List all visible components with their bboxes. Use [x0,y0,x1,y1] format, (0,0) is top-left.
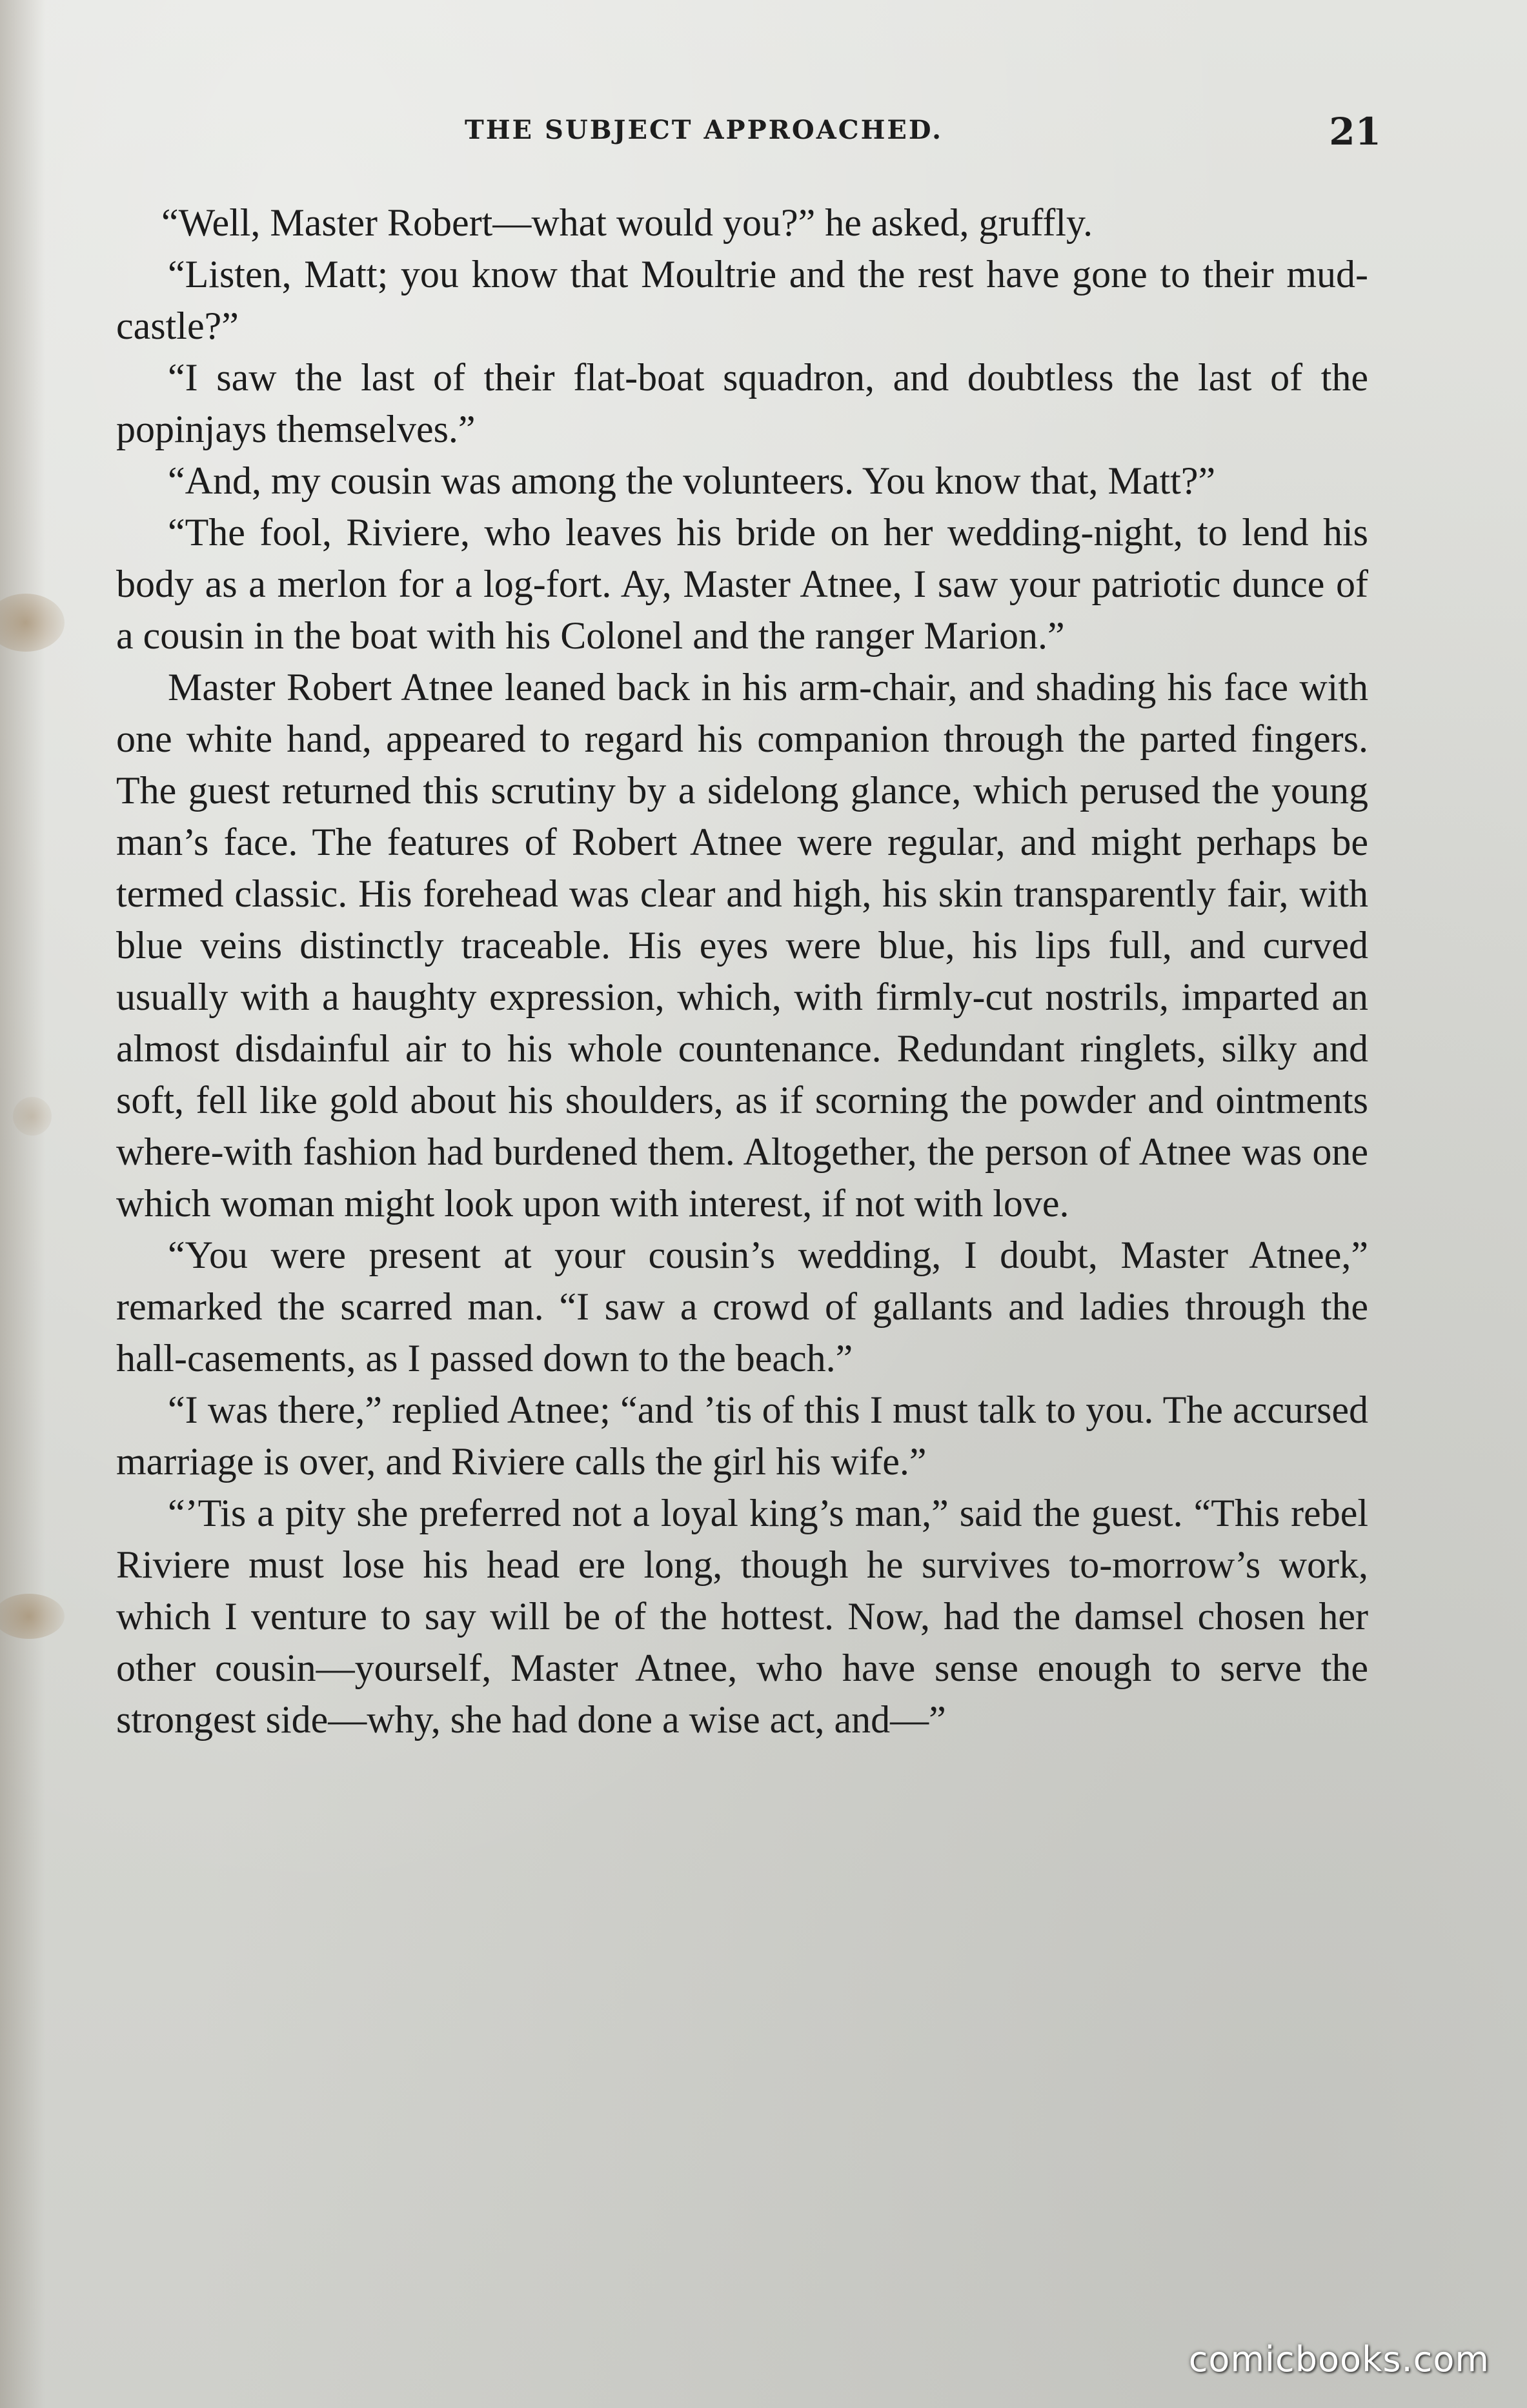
paper-stain [0,594,65,652]
page-number: 21 [1329,110,1381,154]
body-text [116,197,1368,1745]
paper-stain [13,1097,52,1136]
page-edge-shadow [0,0,45,2408]
running-head: THE SUBJECT APPROACHED. [465,115,944,145]
paragraph: “And, my cousin was among the volunteers. You know that, Matt?” [168,459,1216,502]
paper-stain [0,1594,65,1639]
paragraph: “I saw the last of their flat-boat squadron, and doubtless the last of the popinjays themselves.” [116,356,1368,450]
paragraph: “You were present at your cousin’s wedding, I doubt, Master Atnee,” remarked the scarred man. “I saw a crowd of gallants and ladies through the hall-casements, as I passed down to the beach.” [116,1234,1368,1380]
paragraph: Master Robert Atnee leaned back in his arm-chair, and shading his face with one white hand, appeared to regard his companion through the parted fingers. The guest returned this scrutiny by a sidelong glance, which perused the young man’s face. The features of Robert Atnee were regular, and might perhaps be termed classic. His forehead was clear and high, his skin transparently fair, with blue veins distinctly traceable. His eyes were blue, his lips full, and curved usually with a haughty expression, which, with firmly-cut nostrils, imparted an almost disdainful air to his whole countenance. Redundant ringlets, silky and soft, fell like gold about his shoulders, as if scorning the powder and ointments where-with fashion had burdened them. Altogether, the person of Atnee was one which woman might look upon with interest, if not with love. [116,666,1368,1225]
paragraph: “Listen, Matt; you know that Moultrie and the rest have gone to their mud-castle?” [116,253,1368,347]
paragraph: “The fool, Riviere, who leaves his bride on her wedding-night, to lend his body as a merlon for a log-fort. Ay, Master Atnee, I saw your patriotic dunce of a cousin in the boat with his Colonel and the ranger Marion.” [116,511,1368,657]
paragraph: “’Tis a pity she preferred not a loyal king’s man,” said the guest. “This rebel Riviere must lose his head ere long, though he survives to-morrow’s work, which I venture to say will be of the hottest. Now, had the damsel chosen her other cousin—yourself, Master Atnee, who have sense enough to serve the strongest side—why, she had done a wise act, and—” [116,1492,1368,1741]
site-watermark: comicbooks.com [1188,2339,1490,2380]
paragraph: “I was there,” replied Atnee; “and ’tis of this I must talk to you. The accursed marriage is over, and Riviere calls the girl his wife.” [116,1389,1368,1483]
page-header [116,110,1381,161]
paragraph: “Well, Master Robert—what would you?” he asked, gruffly. [161,201,1093,244]
